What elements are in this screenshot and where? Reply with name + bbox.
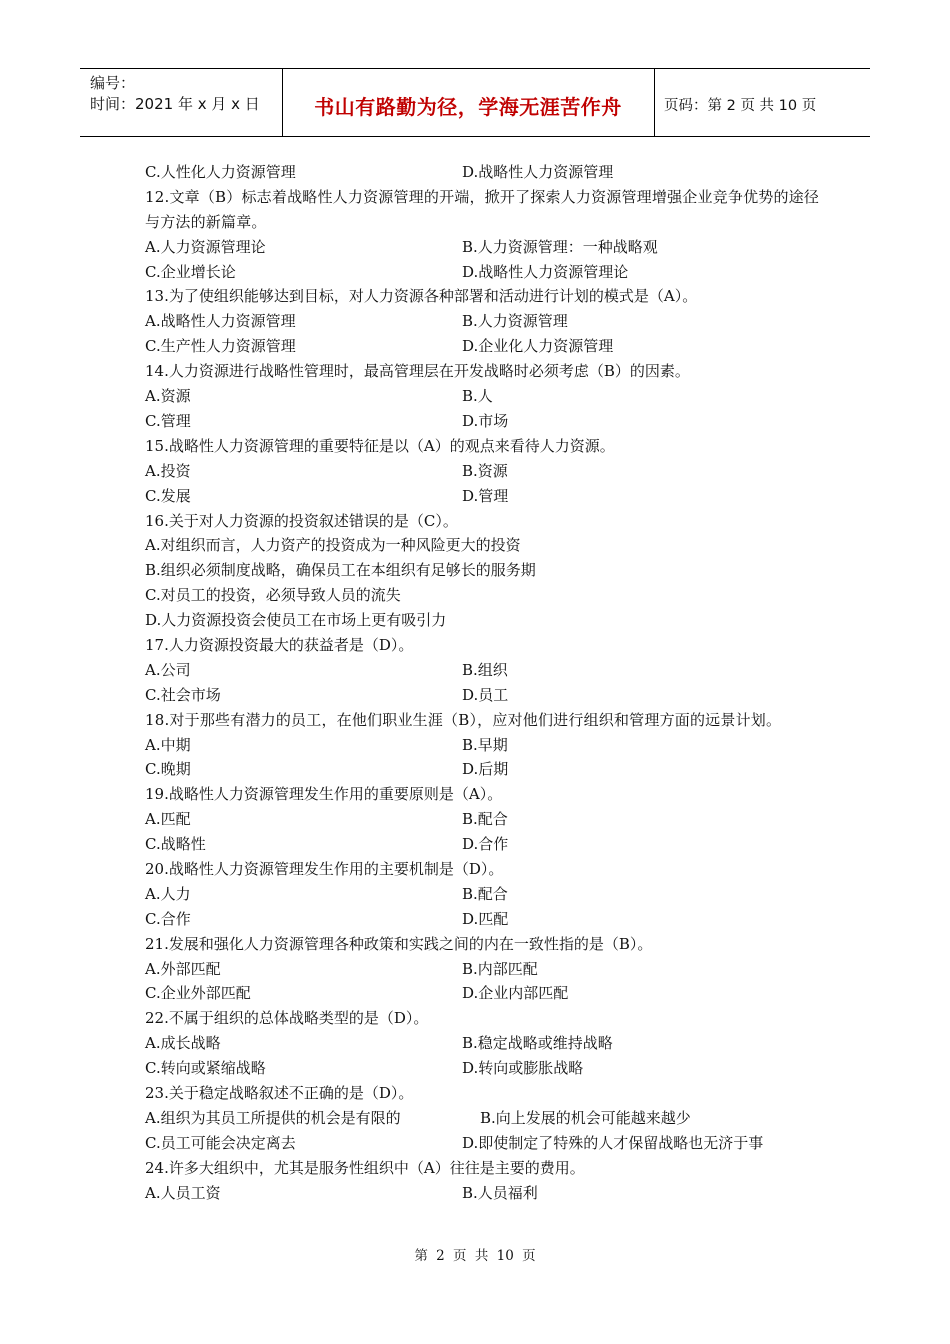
option: B.人力资源管理 [462, 312, 568, 331]
option: B.资源 [462, 461, 508, 480]
option-row [145, 1031, 825, 1056]
option: B.配合 [462, 810, 508, 829]
option: A.人力资源管理论 [145, 237, 266, 256]
header-meta-cell [80, 69, 283, 136]
question-17 [145, 633, 825, 658]
option: D.合作 [462, 835, 509, 854]
option: D.匹配 [462, 909, 509, 928]
question-22 [145, 1006, 825, 1031]
option-row [145, 757, 825, 782]
option-row [145, 309, 825, 334]
option: C.员工可能会决定离去 [145, 1133, 296, 1152]
question-16 [145, 509, 825, 534]
question-text: 24.许多大组织中，尤其是服务性组织中（A）往往是主要的费用。 [145, 1158, 585, 1177]
question-15 [145, 434, 825, 459]
option: A.成长战略 [145, 1034, 221, 1053]
option-row [145, 409, 825, 434]
option: A.外部匹配 [145, 959, 221, 978]
question-12: 12.文章（B）标志着战略性人力资源管理的开端，掀开了探索人力资源管理增强企业竞争优势的途径与方法的新篇章。 [145, 187, 820, 231]
document-date-label: 时间：2021 年 x 月 x 日 [90, 95, 260, 113]
option: B.向上发展的机会可能越来越少 [480, 1108, 691, 1127]
option: A.匹配 [145, 810, 191, 829]
option: A.中期 [145, 735, 191, 754]
option: D.人力资源投资会使员工在市场上更有吸引力 [145, 611, 447, 630]
header-motto: 书山有路勤为径，学海无涯苦作舟 [314, 95, 622, 119]
question-23 [145, 1081, 825, 1106]
option-row [145, 1131, 825, 1156]
option: B.组织 [462, 660, 508, 679]
option-row [145, 1056, 825, 1081]
option: C.生产性人力资源管理 [145, 337, 296, 356]
option: C.企业外部匹配 [145, 984, 251, 1003]
option: B.配合 [462, 884, 508, 903]
option: C.对员工的投资，必须导致人员的流失 [145, 586, 401, 605]
option-row [145, 683, 825, 708]
option: D.员工 [462, 685, 509, 704]
option: C.合作 [145, 909, 191, 928]
option-row [145, 160, 825, 185]
option: D.市场 [462, 411, 509, 430]
option: A.组织为其员工所提供的机会是有限的 [145, 1108, 401, 1127]
question-19 [145, 782, 825, 807]
option: A.人员工资 [145, 1183, 221, 1202]
option-row [145, 882, 825, 907]
option-row [145, 981, 825, 1006]
option-row [145, 235, 825, 260]
question-text: 14.人力资源进行战略性管理时，最高管理层在开发战略时必须考虑（B）的因素。 [145, 362, 690, 381]
option: C.转向或紧缩战略 [145, 1059, 266, 1078]
option-row [145, 1181, 825, 1206]
option: A.资源 [145, 387, 191, 406]
option: D.即使制定了特殊的人才保留战略也无济于事 [462, 1133, 764, 1152]
option: C.发展 [145, 486, 191, 505]
option-row [145, 384, 825, 409]
question-24 [145, 1156, 825, 1181]
option: C.管理 [145, 411, 191, 430]
option-row [145, 459, 825, 484]
option: D.企业化人力资源管理 [462, 337, 614, 356]
option: B.稳定战略或维持战略 [462, 1034, 613, 1053]
option-row [145, 533, 825, 558]
question-text: 21.发展和强化人力资源管理各种政策和实践之间的内在一致性指的是（B）。 [145, 934, 653, 953]
option: B.人 [462, 387, 493, 406]
option-row [145, 260, 825, 285]
question-text: 15.战略性人力资源管理的重要特征是以（A）的观点来看待人力资源。 [145, 436, 615, 455]
question-text: 23.关于稳定战略叙述不正确的是（D）。 [145, 1084, 414, 1102]
option-row [145, 807, 825, 832]
option-row [145, 733, 825, 758]
question-text: 16.关于对人力资源的投资叙述错误的是（C）。 [145, 511, 458, 530]
option: B.人力资源管理：一种战略观 [462, 237, 658, 256]
question-21 [145, 932, 825, 957]
option: D.后期 [462, 760, 509, 779]
question-13 [145, 284, 825, 309]
option-row [145, 484, 825, 509]
option: D.管理 [462, 486, 509, 505]
option: A.人力 [145, 884, 191, 903]
question-text: 13.为了使组织能够达到目标，对人力资源各种部署和活动进行计划的模式是（A）。 [145, 287, 698, 306]
option: B.内部匹配 [462, 959, 538, 978]
option: C.企业增长论 [145, 262, 236, 281]
question-18: 18.对于那些有潜力的员工，在他们职业生涯（B），应对他们进行组织和管理方面的远景计划。 [145, 710, 782, 729]
option-row [145, 832, 825, 857]
option: B.早期 [462, 735, 508, 754]
option-row [145, 957, 825, 982]
option-row [145, 608, 825, 633]
option-row [145, 1106, 825, 1131]
header-motto-cell [282, 69, 655, 136]
option: A.对组织而言，人力资产的投资成为一种风险更大的投资 [145, 536, 521, 555]
option: C.人性化人力资源管理 [145, 163, 296, 181]
option: D.企业内部匹配 [462, 984, 569, 1003]
page-header [80, 68, 870, 137]
question-text: 17.人力资源投资最大的获益者是（D）。 [145, 635, 414, 654]
option-row [145, 658, 825, 683]
option: A.投资 [145, 461, 191, 480]
page-footer: 第 2 页 共 10 页 [414, 1248, 536, 1264]
option-row [145, 583, 825, 608]
option: D.战略性人力资源管理 [462, 163, 614, 181]
option: B.人员福利 [462, 1183, 538, 1202]
question-14 [145, 359, 825, 384]
question-text: 19.战略性人力资源管理发生作用的重要原则是（A）。 [145, 785, 503, 804]
option: A.战略性人力资源管理 [145, 312, 296, 331]
option: C.社会市场 [145, 685, 221, 704]
header-page-cell [654, 69, 870, 136]
option: D.转向或膨胀战略 [462, 1059, 584, 1078]
question-20 [145, 857, 825, 882]
question-list [145, 160, 825, 1205]
option-row [145, 558, 825, 583]
option: C.战略性 [145, 835, 206, 854]
document-number-label: 编号： [90, 74, 136, 92]
question-text: 22.不属于组织的总体战略类型的是（D）。 [145, 1009, 429, 1028]
option: C.晚期 [145, 760, 191, 779]
option: D.战略性人力资源管理论 [462, 262, 629, 281]
option: A.公司 [145, 660, 191, 679]
header-page-info: 页码：第 2 页 共 10 页 [664, 98, 817, 114]
option-row [145, 334, 825, 359]
question-text: 20.战略性人力资源管理发生作用的主要机制是（D）。 [145, 859, 504, 878]
option-row [145, 907, 825, 932]
option: B.组织必须制度战略，确保员工在本组织有足够长的服务期 [145, 561, 536, 580]
